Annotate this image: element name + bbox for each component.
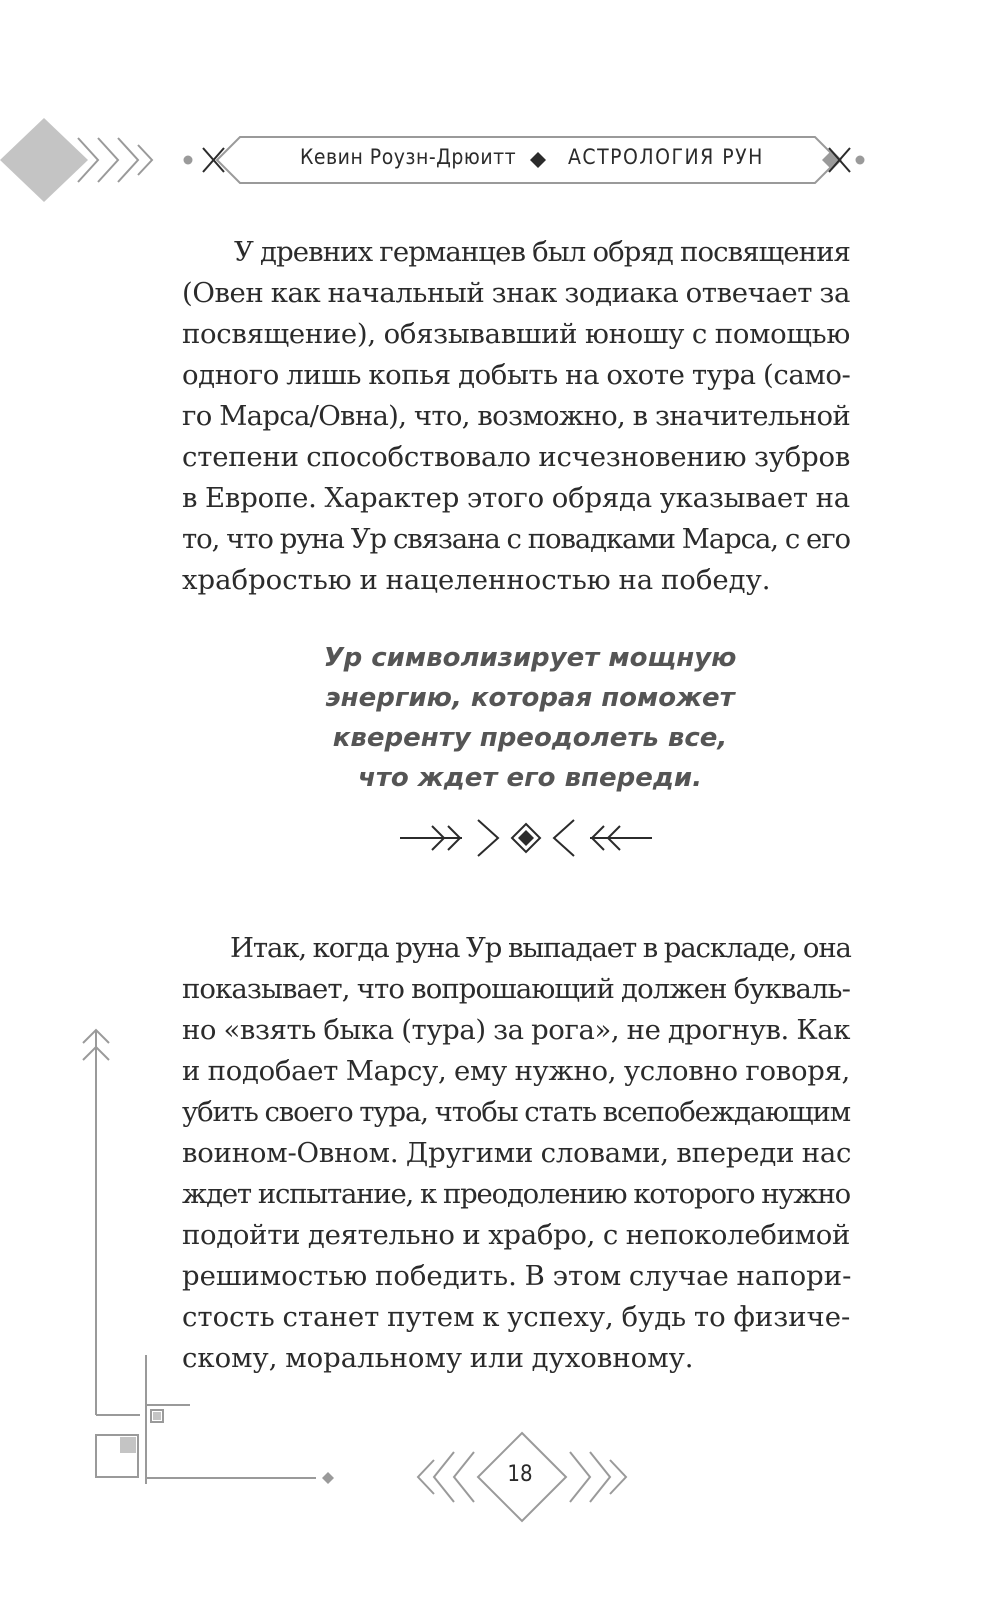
paragraph-1-line: посвящение), обязывавший юношу с помощью [182, 318, 850, 350]
pull-quote-line: кверенту преодолеть все, [332, 723, 728, 753]
paragraph-1-line: в Европе. Характер этого обряда указывает на [182, 482, 850, 514]
paragraph-2-line: решимостью победить. В этом случае напори- [182, 1260, 852, 1292]
paragraph-1-line: (Овен как начальный знак зодиака отвечает за [182, 277, 850, 309]
paragraph-2-line: скому, моральному или духовному. [182, 1342, 694, 1374]
divider-center-diamond [518, 830, 534, 846]
paragraph-1-line: то, что руна Ур связана с повадками Марса, с его [182, 523, 850, 555]
pull-quote-line: что ждет его впереди. [358, 763, 702, 793]
paragraph-2-line: воином-Овном. Другими словами, впереди нас [182, 1137, 852, 1169]
paragraph-1 [182, 232, 850, 601]
header-chevrons-icon [78, 138, 152, 182]
paragraph-2-line: но «взять быка (тура) за рога», не дрогнув. Как [182, 1014, 850, 1046]
paragraph-2-line: и подобает Марсу, ему нужно, условно говоря, [182, 1055, 850, 1087]
header-book-title: АСТРОЛОГИЯ РУН [568, 145, 764, 169]
page-number: 18 [507, 1462, 533, 1487]
paragraph-2-line: Итак, когда руна Ур выпадает в раскладе, она [230, 932, 851, 964]
paragraph-2-line: подойти деятельно и храбро, с непоколебимой [182, 1219, 850, 1251]
margin-end-diamond [322, 1472, 334, 1484]
header-right-dot [856, 156, 865, 165]
paragraph-2-line: показывает, что вопрошающий должен букваль- [182, 973, 850, 1005]
paragraph-1-line: степени способствовало исчезновению зубров [182, 441, 851, 473]
margin-filled-square [120, 1437, 136, 1453]
pull-quote [230, 638, 830, 798]
paragraph-1-line: У древних германцев был обряд посвящения [234, 236, 850, 268]
paragraph-1-line: одного лишь копья добыть на охоте тура (само- [182, 359, 851, 391]
paragraph-2-line: стость станет путем к успеху, будь то физиче- [182, 1301, 851, 1333]
header-author: Кевин Роузн-Дрюитт [300, 145, 517, 169]
pull-quote-line: Ур символизирует мощную [323, 643, 737, 673]
paragraph-1-line: го Марса/Овна), что, возможно, в значительной [182, 400, 850, 432]
header-left-dot [184, 156, 193, 165]
pull-quote-line: энергию, которая поможет [325, 683, 735, 713]
header-separator-diamond [530, 152, 546, 168]
header-left-cross-icon [203, 148, 224, 172]
paragraph-2-line: убить своего тура, чтобы стать всепобеждающим [182, 1096, 850, 1128]
paragraph-2 [182, 928, 850, 1379]
paragraph-2-line: ждет испытание, к преодолению которого нужно [182, 1178, 850, 1210]
paragraph-1-line: храбростью и нацеленностью на победу. [182, 564, 771, 596]
margin-small-filled-square [153, 1412, 161, 1420]
header-large-diamond [0, 118, 88, 202]
